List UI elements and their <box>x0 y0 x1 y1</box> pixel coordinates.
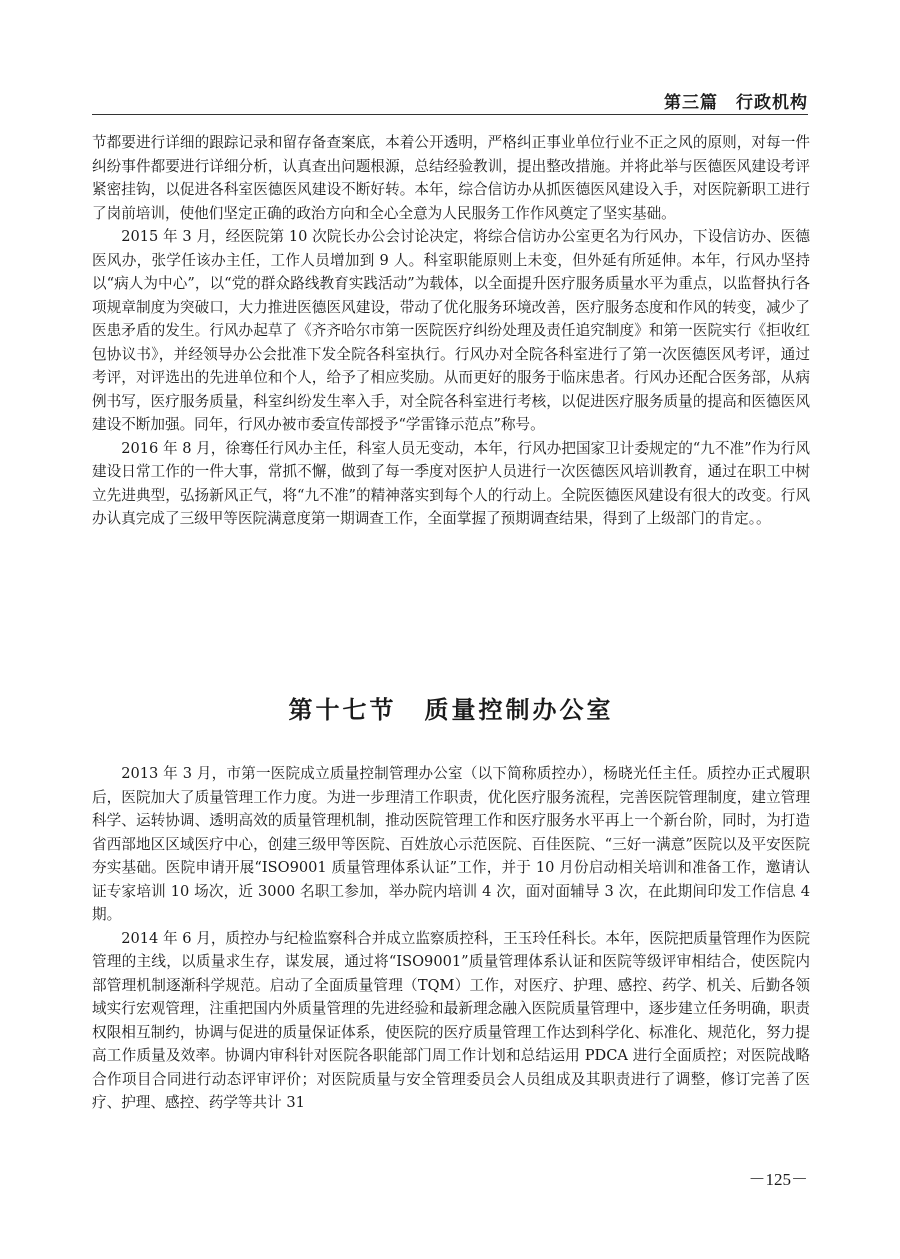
page-number: －125－ <box>748 1170 808 1189</box>
paragraph: 2014 年 6 月，质控办与纪检监察科合并成立监察质控科，王玉玲任科长。本年，医院把质量管理作为医院管理的主线，以质量求生存，谋发展，通过将“ISO9001”质量管理体系认证和医院等级评审相结合，使医院内部管理机制逐渐科学规范。启动了全面质量管理（TQM）工作，对医疗、护理、感控、药学、机关、后勤各领域实行宏观管理，注重把国内外质量管理的先进经验和最新理念融入医院质量管理中，逐步建立任务明确，职责权限相互制约，协调与促进的质量保证体系，使医院的医疗质量管理工作达到科学化、标准化、规范化，努力提高工作质量及效率。协调内审科针对医院各职能部门周工作计划和总结运用 PDCA 进行全面质控；对医院战略合作项目合同进行动态评审评价；对医院质量与安全管理委员会人员组成及其职责进行了调整，修订完善了医疗、护理、感控、药学等共计 31 <box>92 929 810 1111</box>
running-header <box>92 84 808 115</box>
paragraph: 节都要进行详细的跟踪记录和留存备查案底，本着公开透明，严格纠正事业单位行业不正之风的原则，对每一件纠纷事件都要进行详细分析，认真查出问题根源，总结经验教训，提出整改措施。并将此举与医德医风建设考评紧密挂钩，以促进各科室医德医风建设不断好转。本年，综合信访办从抓医德医风建设入手，对医院新职工进行了岗前培训，使他们坚定正确的政治方向和全心全意为人民服务工作作风奠定了坚实基础。 <box>92 134 810 222</box>
body-text-part1 <box>92 131 810 531</box>
paragraph: 2016 年 8 月，徐骞任行风办主任，科室人员无变动，本年，行风办把国家卫计委规定的“九不准”作为行风建设日常工作的一件大事，常抓不懈，做到了每一季度对医护人员进行一次医德医风培训教育，通过在职工中树立先进典型，弘扬新风正气，将“九不准”的精神落实到每个人的行动上。全院医德医风建设有很大的改变。行风办认真完成了三级甲等医院满意度第一期调查工作，全面掌握了预期调查结果，得到了上级部门的肯定。。 <box>92 439 810 527</box>
header-title: 第三篇 行政机构 <box>664 93 808 113</box>
section-name: 质量控制办公室 <box>424 695 614 724</box>
paragraph: 2015 年 3 月，经医院第 10 次院长办公会讨论决定，将综合信访办公室更名为行风办，下设信访办、医德医风办，张学任该办主任，工作人员增加到 9 人。科室职能原则上未变，但外延有所延伸。本年，行风办坚持以“病人为中心”，以“党的群众路线教育实践活动”为载体，以全面提升医疗服务质量水平为重点，以监督执行各项规章制度为突破口，大力推进医德医风建设，带动了优化服务环境改善，医疗服务态度和作风的转变，减少了医患矛盾的发生。行风办起草了《齐齐哈尔市第一医院医疗纠纷处理及责任追究制度》和第一医院实行《拒收红包协议书》，并经领导办公会批准下发全院各科室执行。行风办对全院各科室进行了第一次医德医风考评，通过考评，对评选出的先进单位和个人，给予了相应奖励。从而更好的服务于临床患者。行风办还配合医务部，从病例书写，医疗服务质量，科室纠纷发生率入手，对全院各科室进行考核，以促进医疗服务质量的提高和医德医风建设不断加强。同年，行风办被市委宣传部授予“学雷锋示范点”称号。 <box>92 228 810 433</box>
body-text-part2 <box>92 762 810 1115</box>
section-heading <box>92 690 810 724</box>
section-number: 第十七节 <box>288 695 397 724</box>
paragraph: 2013 年 3 月，市第一医院成立质量控制管理办公室（以下简称质控办），杨晓光任主任。质控办正式履职后，医院加大了质量管理工作力度。为进一步理清工作职责，优化医疗服务流程，完善医院管理制度，建立管理科学、运转协调、透明高效的质量管理机制，推动医院管理工作和医疗服务水平再上一个新台阶，同时，为打造省西部地区区域医疗中心，创建三级甲等医院、百姓放心示范医院、百佳医院、“三好一满意”医院以及平安医院夯实基础。医院申请开展“ISO9001 质量管理体系认证”工作，并于 10 月份启动相关培训和准备工作，邀请认证专家培训 10 场次，近 3000 名职工参加，举办院内培训 4 次，面对面辅导 3 次，在此期间印发工作信息 4 期。 <box>92 765 810 923</box>
